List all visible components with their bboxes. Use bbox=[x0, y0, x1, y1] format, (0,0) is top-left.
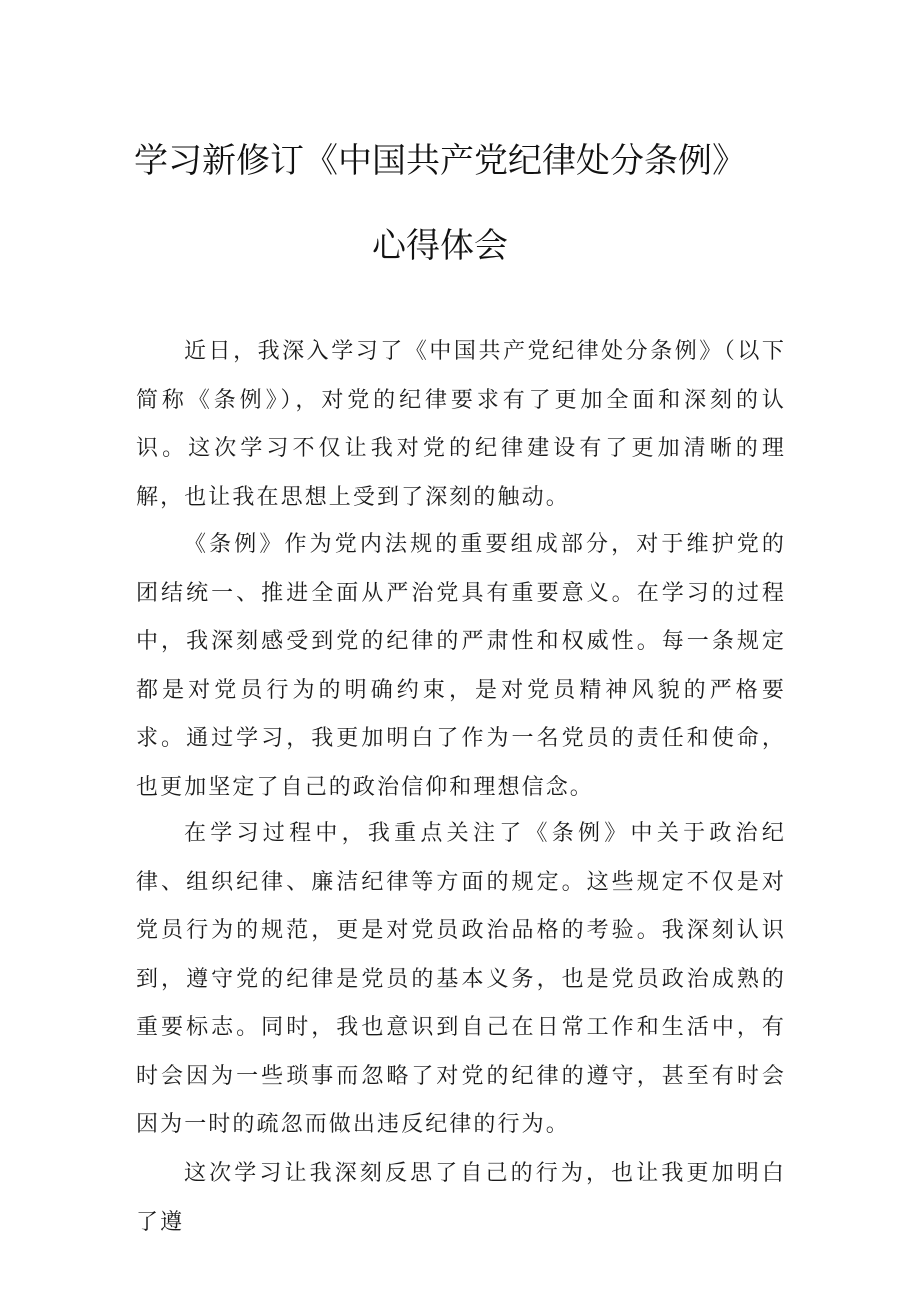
document-title-line1: 学习新修订《中国共产党纪律处分条例》 bbox=[134, 141, 746, 181]
paragraph-2: 《条例》作为党内法规的重要组成部分，对于维护党的团结统一、推进全面从严治党具有重要意义。在学习的过程中，我深刻感受到党的纪律的严肃性和权威性。每一条规定都是对党员行为的明确约束，是对党员精神风貌的严格要求。通过学习，我更加明白了作为一名党员的责任和使命，也更加坚定了自己的政治信仰和理想信念。 bbox=[136, 532, 786, 800]
paragraph-3: 在学习过程中，我重点关注了《条例》中关于政治纪律、组织纪律、廉洁纪律等方面的规定。这些规定不仅是对党员行为的规范，更是对党员政治品格的考验。我深刻认识到，遵守党的纪律是党员的基本义务，也是党员政治成熟的重要标志。同时，我也意识到自己在日常工作和生活中，有时会因为一些琐事而忽略了对党的纪律的遵守，甚至有时会因为一时的疏忽而做出违反纪律的行为。 bbox=[136, 821, 786, 1137]
document-title-line2: 心得体会 bbox=[372, 226, 508, 266]
paragraph-1: 近日，我深入学习了《中国共产党纪律处分条例》（以下简称《条例》），对党的纪律要求有了更加全面和深刻的认识。这次学习不仅让我对党的纪律建设有了更加清晰的理解，也让我在思想上受到了深刻的触动。 bbox=[136, 339, 786, 510]
paragraph-4: 这次学习让我深刻反思了自己的行为，也让我更加明白了遵 bbox=[136, 1161, 786, 1235]
